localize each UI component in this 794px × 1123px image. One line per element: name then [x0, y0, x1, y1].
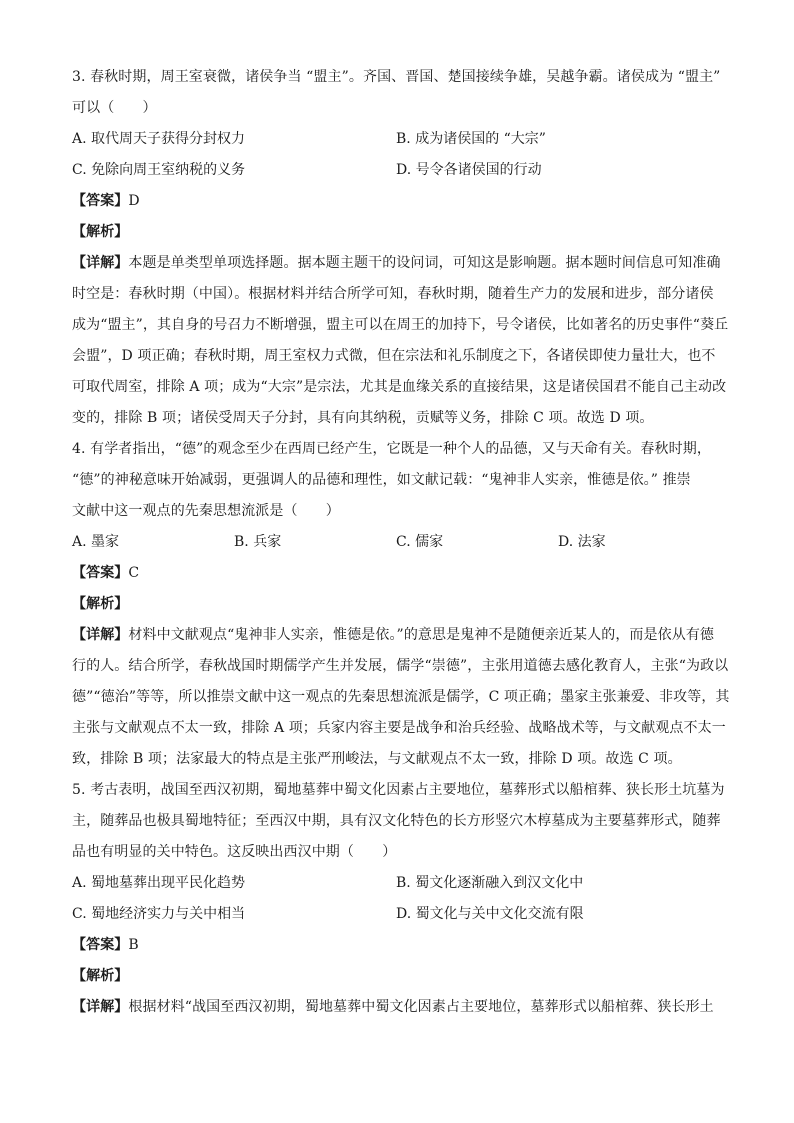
answer-value: C [128, 565, 140, 581]
option-d: D. 号令各诸侯国的行动 [396, 162, 542, 178]
detail-text: 材料中文献观点“鬼神非人实亲，惟德是依。”的意思是鬼神不是随便亲近某人的，而是依从有德 [128, 627, 715, 643]
options-row [72, 527, 732, 558]
question-stem-line: 主，随葬品也极具蜀地特征；至西汉中期，具有汉文化特色的长方形竖穴木椁墓成为主要墓葬形式，随葬 [72, 813, 721, 829]
options-row [72, 155, 732, 186]
options-row [72, 868, 732, 899]
analysis-tag: 【解析】 [72, 968, 129, 984]
option-d: D. 法家 [558, 534, 606, 550]
question-stem-line: 品也有明显的关中特色。这反映出西汉中期（ ） [72, 844, 397, 860]
detail-text: 根据材料“战国至西汉初期，蜀地墓葬中蜀文化因素占主要地位，墓葬形式以船棺葬、狭长形土 [128, 999, 714, 1015]
option-c: C. 免除向周王室纳税的义务 [72, 162, 246, 178]
option-a: A. 蜀地墓葬出现平民化趋势 [72, 875, 246, 891]
option-c: C. 蜀地经济实力与关中相当 [72, 906, 246, 922]
question-stem-line: 5. 考古表明，战国至西汉初期，蜀地墓葬中蜀文化因素占主要地位，墓葬形式以船棺葬、狭长形土坑墓为 [72, 782, 725, 798]
detail-tag: 【详解】 [72, 627, 129, 643]
answer-line [72, 930, 732, 961]
detail-line: 致，排除 B 项；法家最大的特点是主张严刑峻法，与文献观点不太一致，排除 D 项。故选 C 项。 [72, 751, 682, 767]
detail-line [72, 620, 732, 651]
options-row [72, 124, 732, 155]
question-5 [72, 775, 732, 1023]
detail-text: 本题是单类型单项选择题。据本题主题干的设问词，可知这是影响题。据本题时间信息可知准确 [128, 255, 721, 271]
analysis-line [72, 217, 732, 248]
question-stem-line: 3. 春秋时期，周王室衰微，诸侯争当 “盟主”。齐国、晋国、楚国接续争雄，吴越争霸。诸侯成为 “盟主” [72, 69, 721, 85]
answer-tag: 【答案】 [72, 565, 129, 581]
detail-line: 时空是：春秋时期（中国）。根据材料并结合所学可知，春秋时期，随着生产力的发展和进步，部分诸侯 [72, 286, 714, 302]
detail-line [72, 248, 732, 279]
detail-line [72, 992, 732, 1023]
answer-value: B [128, 937, 139, 953]
answer-line [72, 558, 732, 589]
question-stem-line: 4. 有学者指出，“德”的观念至少在西周已经产生，它既是一种个人的品德，又与天命有关。春秋时期， [72, 441, 711, 457]
option-a: A. 墨家 [72, 534, 120, 550]
answer-value: D [128, 193, 140, 209]
detail-tag: 【详解】 [72, 999, 129, 1015]
analysis-tag: 【解析】 [72, 224, 129, 240]
option-b: B. 兵家 [234, 534, 282, 550]
option-d: D. 蜀文化与关中文化交流有限 [396, 906, 584, 922]
answer-line [72, 186, 732, 217]
option-b: B. 成为诸侯国的 “大宗” [396, 131, 546, 147]
option-a: A. 取代周天子获得分封权力 [72, 131, 246, 147]
detail-line: 成为“盟主”，其自身的号召力不断增强，盟主可以在周王的加持下，号令诸侯，比如著名的历史事件“葵丘 [72, 317, 729, 333]
question-4 [72, 434, 732, 775]
question-stem-line: 文献中这一观点的先秦思想流派是（ ） [72, 503, 340, 519]
analysis-tag: 【解析】 [72, 596, 129, 612]
answer-tag: 【答案】 [72, 193, 129, 209]
analysis-line [72, 961, 732, 992]
analysis-line [72, 589, 732, 620]
detail-line: 行的人。结合所学，春秋战国时期儒学产生并发展，儒学“崇德”，主张用道德去感化教育人，主张“为政以 [72, 658, 729, 674]
option-b: B. 蜀文化逐渐融入到汉文化中 [396, 875, 584, 891]
detail-line: 主张与文献观点不太一致，排除 A 项；兵家内容主要是战争和治兵经验、战略战术等，与文献观点不太一 [72, 720, 726, 736]
detail-line: 德”“德治”等等，所以推崇文献中这一观点的先秦思想流派是儒学，C 项正确；墨家主张兼爱、非攻等，其 [72, 689, 730, 705]
question-stem-line: “德”的神秘意味开始减弱，更强调人的品德和理性，如文献记载：“鬼神非人实亲，惟德是依。” 推崇 [72, 472, 691, 488]
option-c: C. 儒家 [396, 534, 444, 550]
options-row [72, 899, 732, 930]
document-page [72, 62, 732, 1023]
detail-line: 变的，排除 B 项；诸侯受周天子分封，具有向其纳税，贡赋等义务，排除 C 项。故选 D 项。 [72, 410, 654, 426]
answer-tag: 【答案】 [72, 937, 129, 953]
detail-line: 可取代周室，排除 A 项；成为“大宗”是宗法，尤其是血缘关系的直接结果，这是诸侯国君不能自己主动改 [72, 379, 727, 395]
question-stem-line: 可以（ ） [72, 100, 157, 116]
detail-tag: 【详解】 [72, 255, 129, 271]
detail-line: 会盟”，D 项正确；春秋时期，周王室权力式微，但在宗法和礼乐制度之下，各诸侯即使力量壮大，也不 [72, 348, 716, 364]
question-3 [72, 62, 732, 434]
